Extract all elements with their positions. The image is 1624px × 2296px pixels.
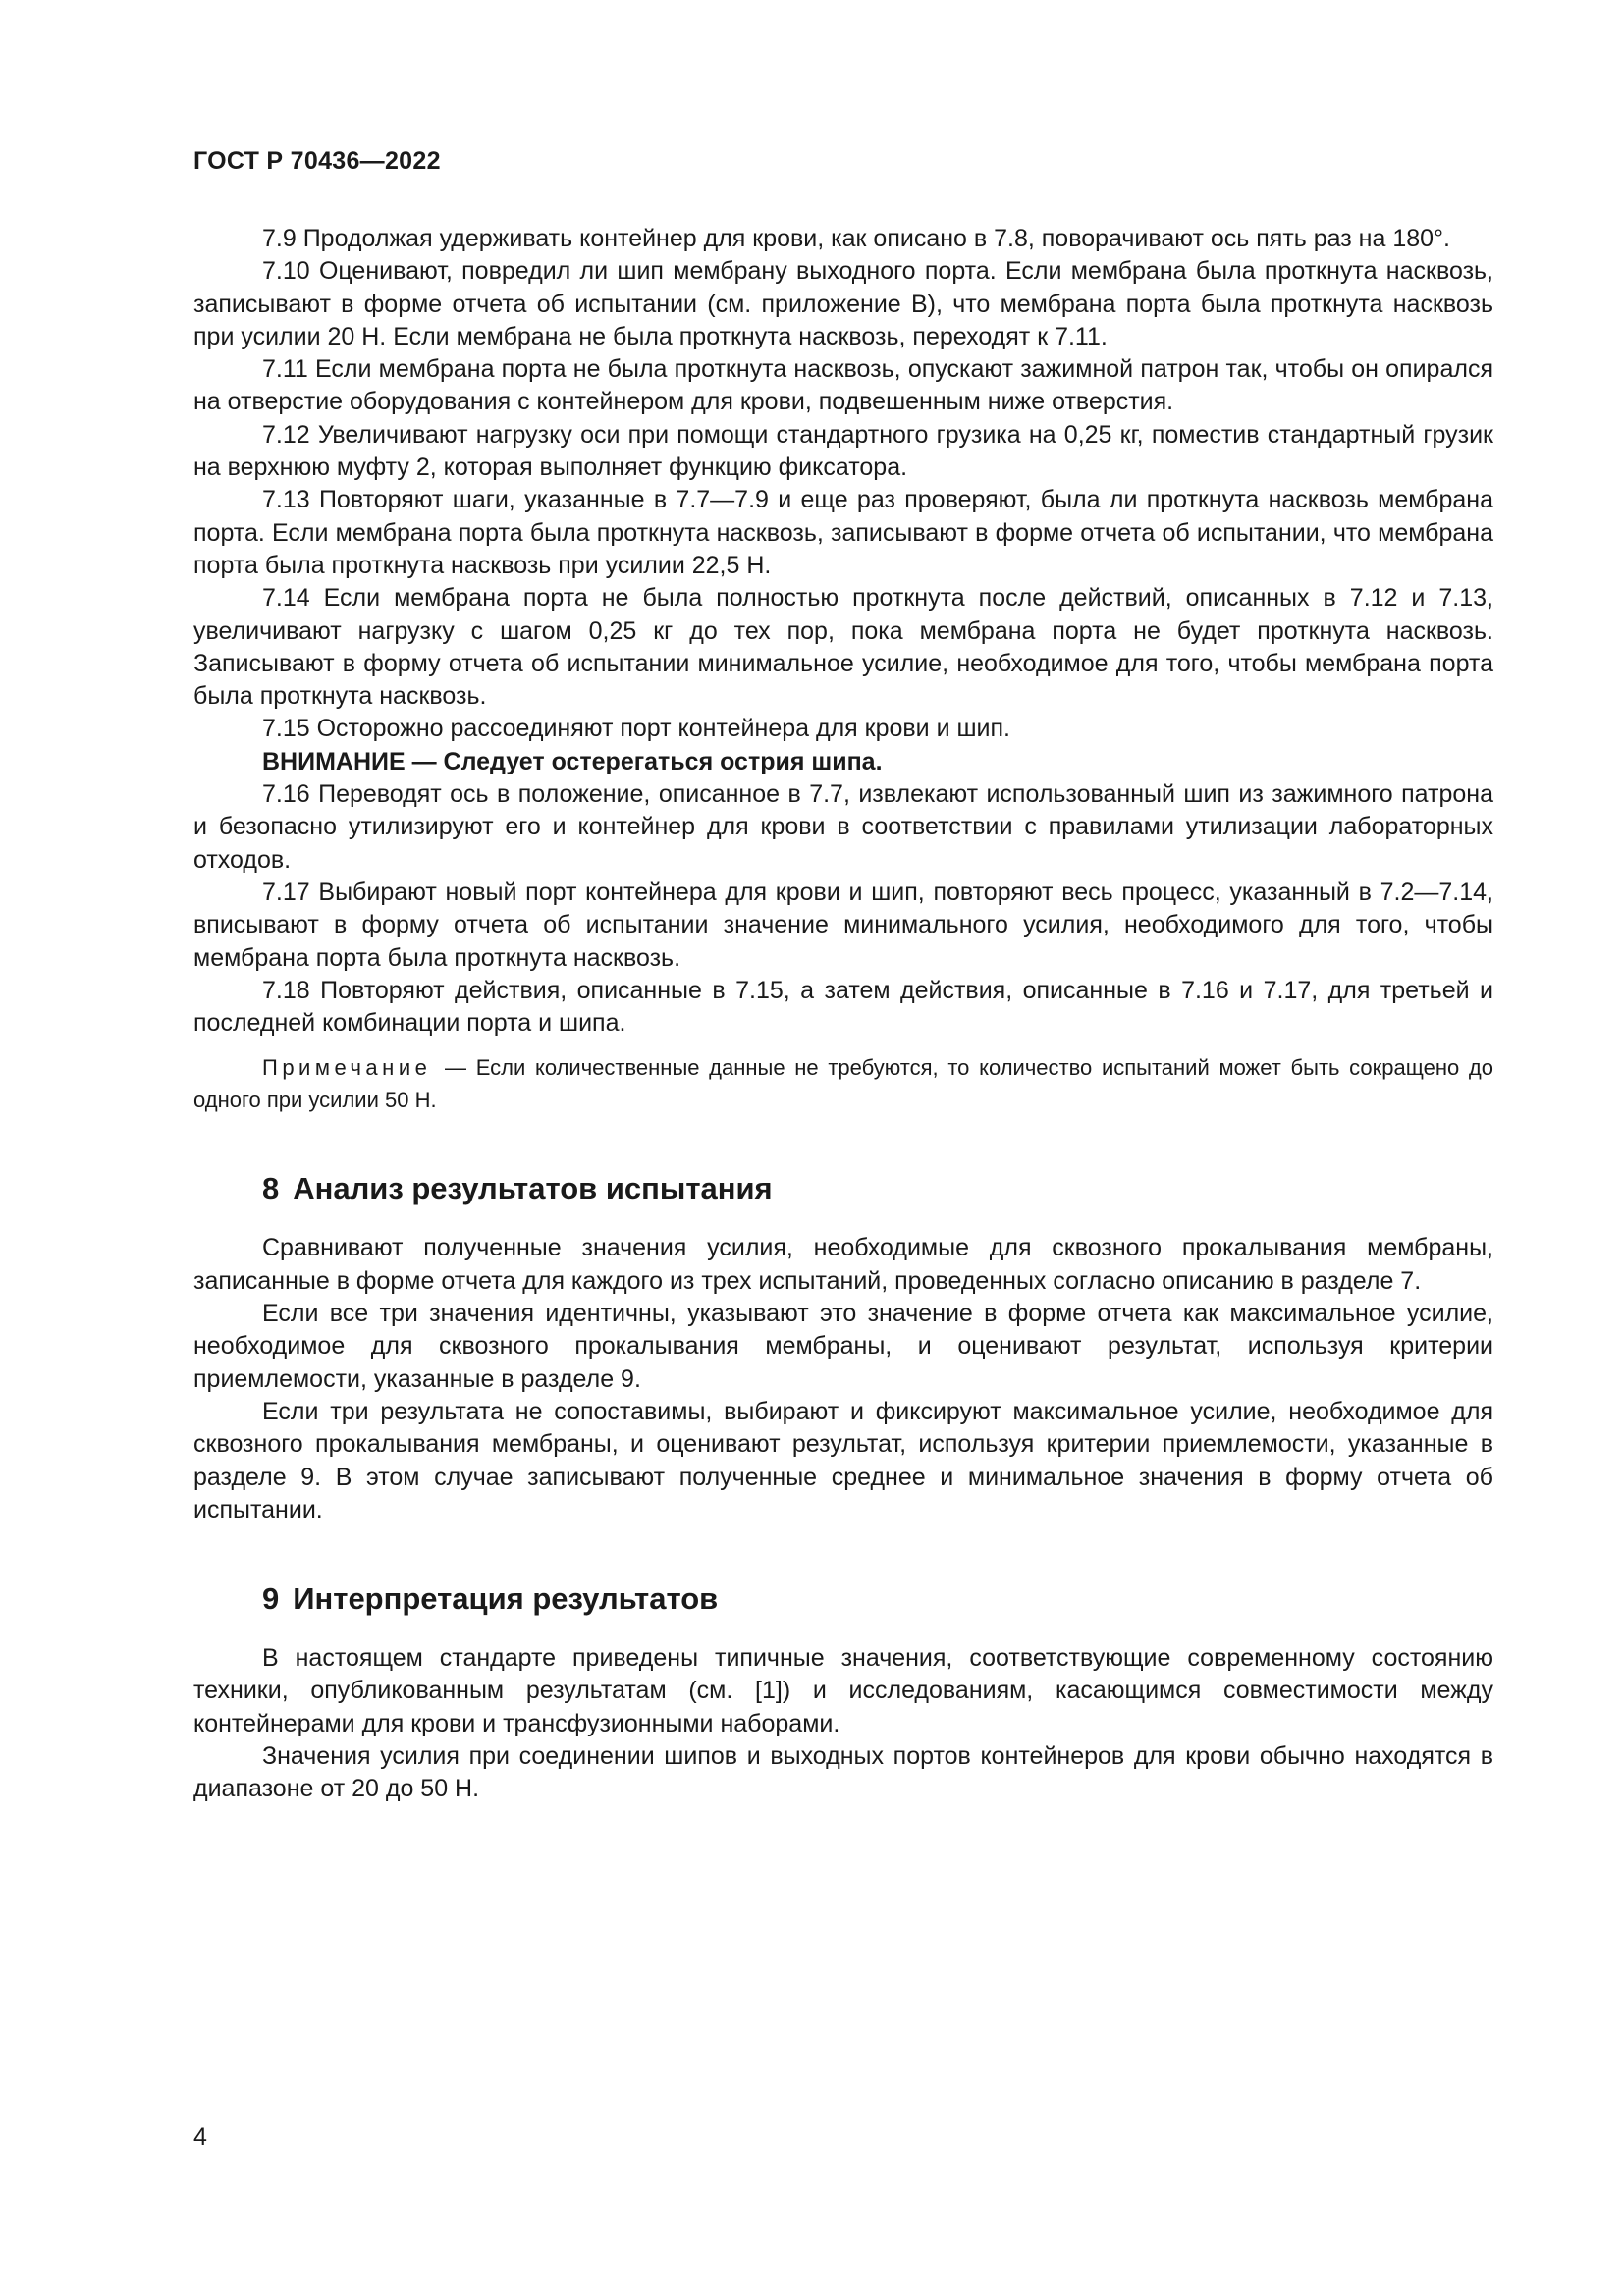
paragraph-7-14: 7.14 Если мембрана порта не была полностью проткнута после действий, описанных в 7.12 и 7.13, увеличивают нагрузку с шагом 0,25 кг до тех пор, пока мембрана порта не будет проткнута насквозь. Записывают в форму отчета об испытании минимальное усилие, необходимое для того, чтобы мембрана порта была проткнута насквозь. [193,584,1493,711]
paragraph-7-17: 7.17 Выбирают новый порт контейнера для крови и шип, повторяют весь процесс, указанный в 7.2—7.14, вписывают в форму отчета об испытании значение минимального усилия, необходимого для того, чтобы мембрана порта была проткнута насквозь. [193,878,1493,972]
paragraph-7-12: 7.12 Увеличивают нагрузку оси при помощи стандартного грузика на 0,25 кг, поместив стандартный грузик на верхнюю муфту 2, которая выполняет функцию фиксатора. [193,420,1493,482]
paragraph-7-9: 7.9 Продолжая удерживать контейнер для крови, как описано в 7.8, поворачивают ось пять раз на 180°. [262,225,1450,252]
document-body [193,223,1493,1806]
section-8-paragraph: Если три результата не сопоставимы, выбирают и фиксируют максимальное усилие, необходимое для сквозного прокалывания мембраны, и оценивают результат, используя критерии приемлемости, указанные в разделе 9. В этом случае записывают полученные среднее и минимальное значения в форму отчета об испытании. [193,1397,1493,1523]
section-8-number: 8 [262,1171,280,1206]
paragraph-7-13: 7.13 Повторяют шаги, указанные в 7.7—7.9 и еще раз проверяют, была ли проткнута насквозь мембрана порта. Если мембрана порта была проткнута насквозь, записывают в форме отчета об испытании, что мембрана порта была проткнута насквозь при усилии 22,5 Н. [193,486,1493,579]
section-9-number: 9 [262,1581,280,1617]
section-9-heading [193,1579,1493,1619]
section-8-heading [193,1169,1493,1208]
section-8-paragraph: Если все три значения идентичны, указывают это значение в форме отчета как максимальное усилие, необходимое для сквозного прокалывания мембраны, и оценивают результат, используя критерии приемлемости, указанные в разделе 9. [193,1300,1493,1393]
page-number: 4 [193,2123,207,2151]
note-label: Примечание [262,1055,432,1081]
section-9-paragraph: В настоящем стандарте приведены типичные значения, соответствующие современному состоянию техники, опубликованным результатам (см. [1]) и исследованиям, касающимся совместимости между контейнерами для крови и трансфузионными наборами. [193,1644,1493,1737]
note-text: — Если количественные данные не требуются, то количество испытаний может быть сокращено до одного при усилии 50 Н. [193,1055,1493,1113]
paragraph-7-11: 7.11 Если мембрана порта не была проткнута насквозь, опускают зажимной патрон так, чтобы он опирался на отверстие оборудования с контейнером для крови, подвешенным ниже отверстия. [193,355,1493,416]
paragraph-7-10: 7.10 Оценивают, повредил ли шип мембрану выходного порта. Если мембрана была проткнута насквозь, записывают в форме отчета об испытании (см. приложение В), что мембрана порта была проткнута насквозь при усилии 20 Н. Если мембрана не была проткнута насквозь, переходят к 7.11. [193,257,1493,350]
paragraph-7-15: 7.15 Осторожно рассоединяют порт контейнера для крови и шип. [262,715,1010,743]
section-8-paragraph: Сравнивают полученные значения усилия, необходимые для сквозного прокалывания мембраны, записанные в форме отчета для каждого из трех испытаний, проведенных согласно описанию в разделе 7. [193,1234,1493,1295]
warning-text: ВНИМАНИЕ — Следует остерегаться острия шипа. [262,747,883,775]
paragraph-7-16: 7.16 Переводят ось в положение, описанное в 7.7, извлекают использованный шип из зажимного патрона и безопасно утилизируют его и контейнер для крови в соответствии с правилами утилизации лабораторных отходов. [193,780,1493,874]
paragraph-7-18: 7.18 Повторяют действия, описанные в 7.15, а затем действия, описанные в 7.16 и 7.17, для третьей и последней комбинации порта и шипа. [193,976,1493,1038]
section-9-title: Интерпретация результатов [293,1581,719,1617]
note [193,1051,1493,1116]
section-8-title: Анализ результатов испытания [293,1171,773,1206]
document-page [193,0,1493,2296]
document-header: ГОСТ Р 70436—2022 [193,147,441,175]
section-9-paragraph: Значения усилия при соединении шипов и выходных портов контейнеров для крови обычно находятся в диапазоне от 20 до 50 Н. [193,1741,1493,1803]
